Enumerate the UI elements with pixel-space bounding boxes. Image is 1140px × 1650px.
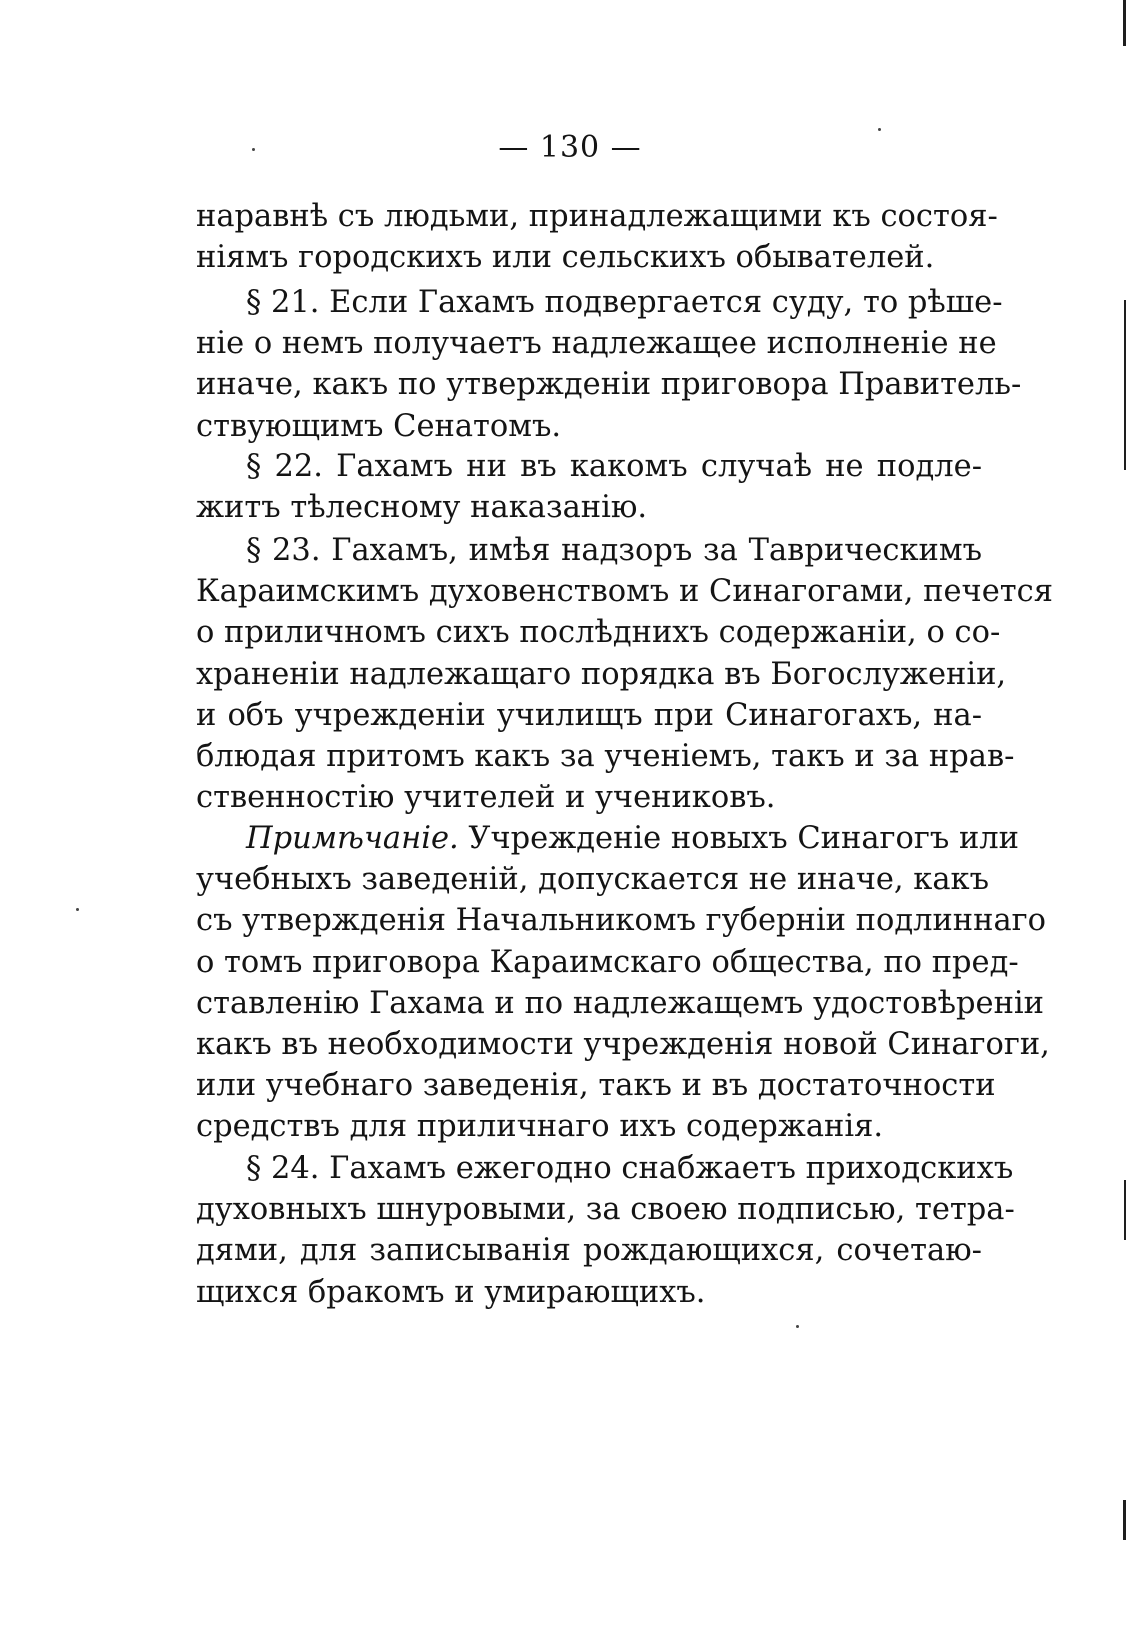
text-line: § 22. Гахамъ ни въ какомъ случаѣ не подле- [246, 449, 982, 484]
scan-edge-mark [1123, 0, 1126, 46]
paragraph-section-24 [196, 1148, 1015, 1313]
text-line: средствъ для приличнаго ихъ содержанія. [196, 1109, 884, 1145]
text-line: § 24. Гахамъ ежегодно снабжаетъ приходскихъ [246, 1151, 1014, 1186]
page-number: — 130 — [498, 130, 642, 165]
text-line: наравнѣ съ людьми, принадлежащими къ состоя- [196, 199, 998, 234]
text-line: щихся бракомъ и умирающихъ. [196, 1274, 706, 1310]
text-line: и объ учрежденіи училищъ при Синагогахъ, на- [196, 697, 982, 733]
text-line: о томъ приговора Караимскаго общества, по пред- [196, 944, 1019, 980]
text-line: или учебнаго заведенія, такъ и въ достаточности [196, 1068, 996, 1104]
text-line: иначе, какъ по утвержденіи приговора Правитель- [196, 367, 1022, 403]
text-line: ніе о немъ получаетъ надлежащее исполненіе не [196, 326, 997, 362]
text-line: ствующимъ Сенатомъ. [196, 408, 562, 444]
text-line: съ утвержденія Начальникомъ губерніи подлиннаго [196, 903, 1046, 939]
text-line: ставленію Гахама и по надлежащемъ удостовѣреніи [196, 985, 1044, 1021]
text-line [196, 818, 1019, 859]
paragraph-section-21 [196, 282, 1022, 447]
text-line: духовныхъ шнуровыми, за своею подписью, тетра- [196, 1192, 1015, 1228]
text-line: блюдая притомъ какъ за ученіемъ, такъ и за нрав- [196, 738, 1015, 774]
scan-edge-mark [1124, 1180, 1126, 1240]
scan-edge-mark [1123, 1500, 1126, 1540]
scan-speck [796, 1325, 799, 1328]
paragraph-continuation [196, 196, 998, 278]
paragraph-section-23 [196, 530, 1053, 818]
scan-speck [76, 908, 79, 911]
scan-edge-mark [1124, 300, 1126, 470]
text-line: ственностію учителей и учениковъ. [196, 780, 776, 816]
scan-speck [252, 148, 255, 151]
text-line: житъ тѣлесному наказанію. [196, 490, 648, 526]
paragraph-section-22 [196, 446, 982, 528]
text-line: ніямъ городскихъ или сельскихъ обывателей. [196, 240, 935, 276]
note-first-line: Учрежденіе новыхъ Синагогъ или [458, 821, 1019, 856]
text-line: какъ въ необходимости учрежденія новой Синагоги, [196, 1026, 1050, 1062]
text-line: дями, для записыванія рождающихся, сочетаю- [196, 1233, 982, 1269]
scan-speck [878, 128, 881, 131]
text-line: § 21. Если Гахамъ подвергается суду, то рѣше- [246, 285, 1003, 320]
text-line: учебныхъ заведеній, допускается не иначе, какъ [196, 862, 990, 898]
paragraph-note [196, 818, 1050, 1148]
note-label: Примѣчаніе. [246, 821, 459, 856]
text-line: Караимскимъ духовенствомъ и Синагогами, печется [196, 574, 1053, 610]
text-line: храненіи надлежащаго порядка въ Богослуженіи, [196, 656, 1007, 692]
text-line: о приличномъ сихъ послѣднихъ содержаніи, о со- [196, 615, 1001, 651]
text-line: § 23. Гахамъ, имѣя надзоръ за Таврическимъ [246, 533, 982, 568]
